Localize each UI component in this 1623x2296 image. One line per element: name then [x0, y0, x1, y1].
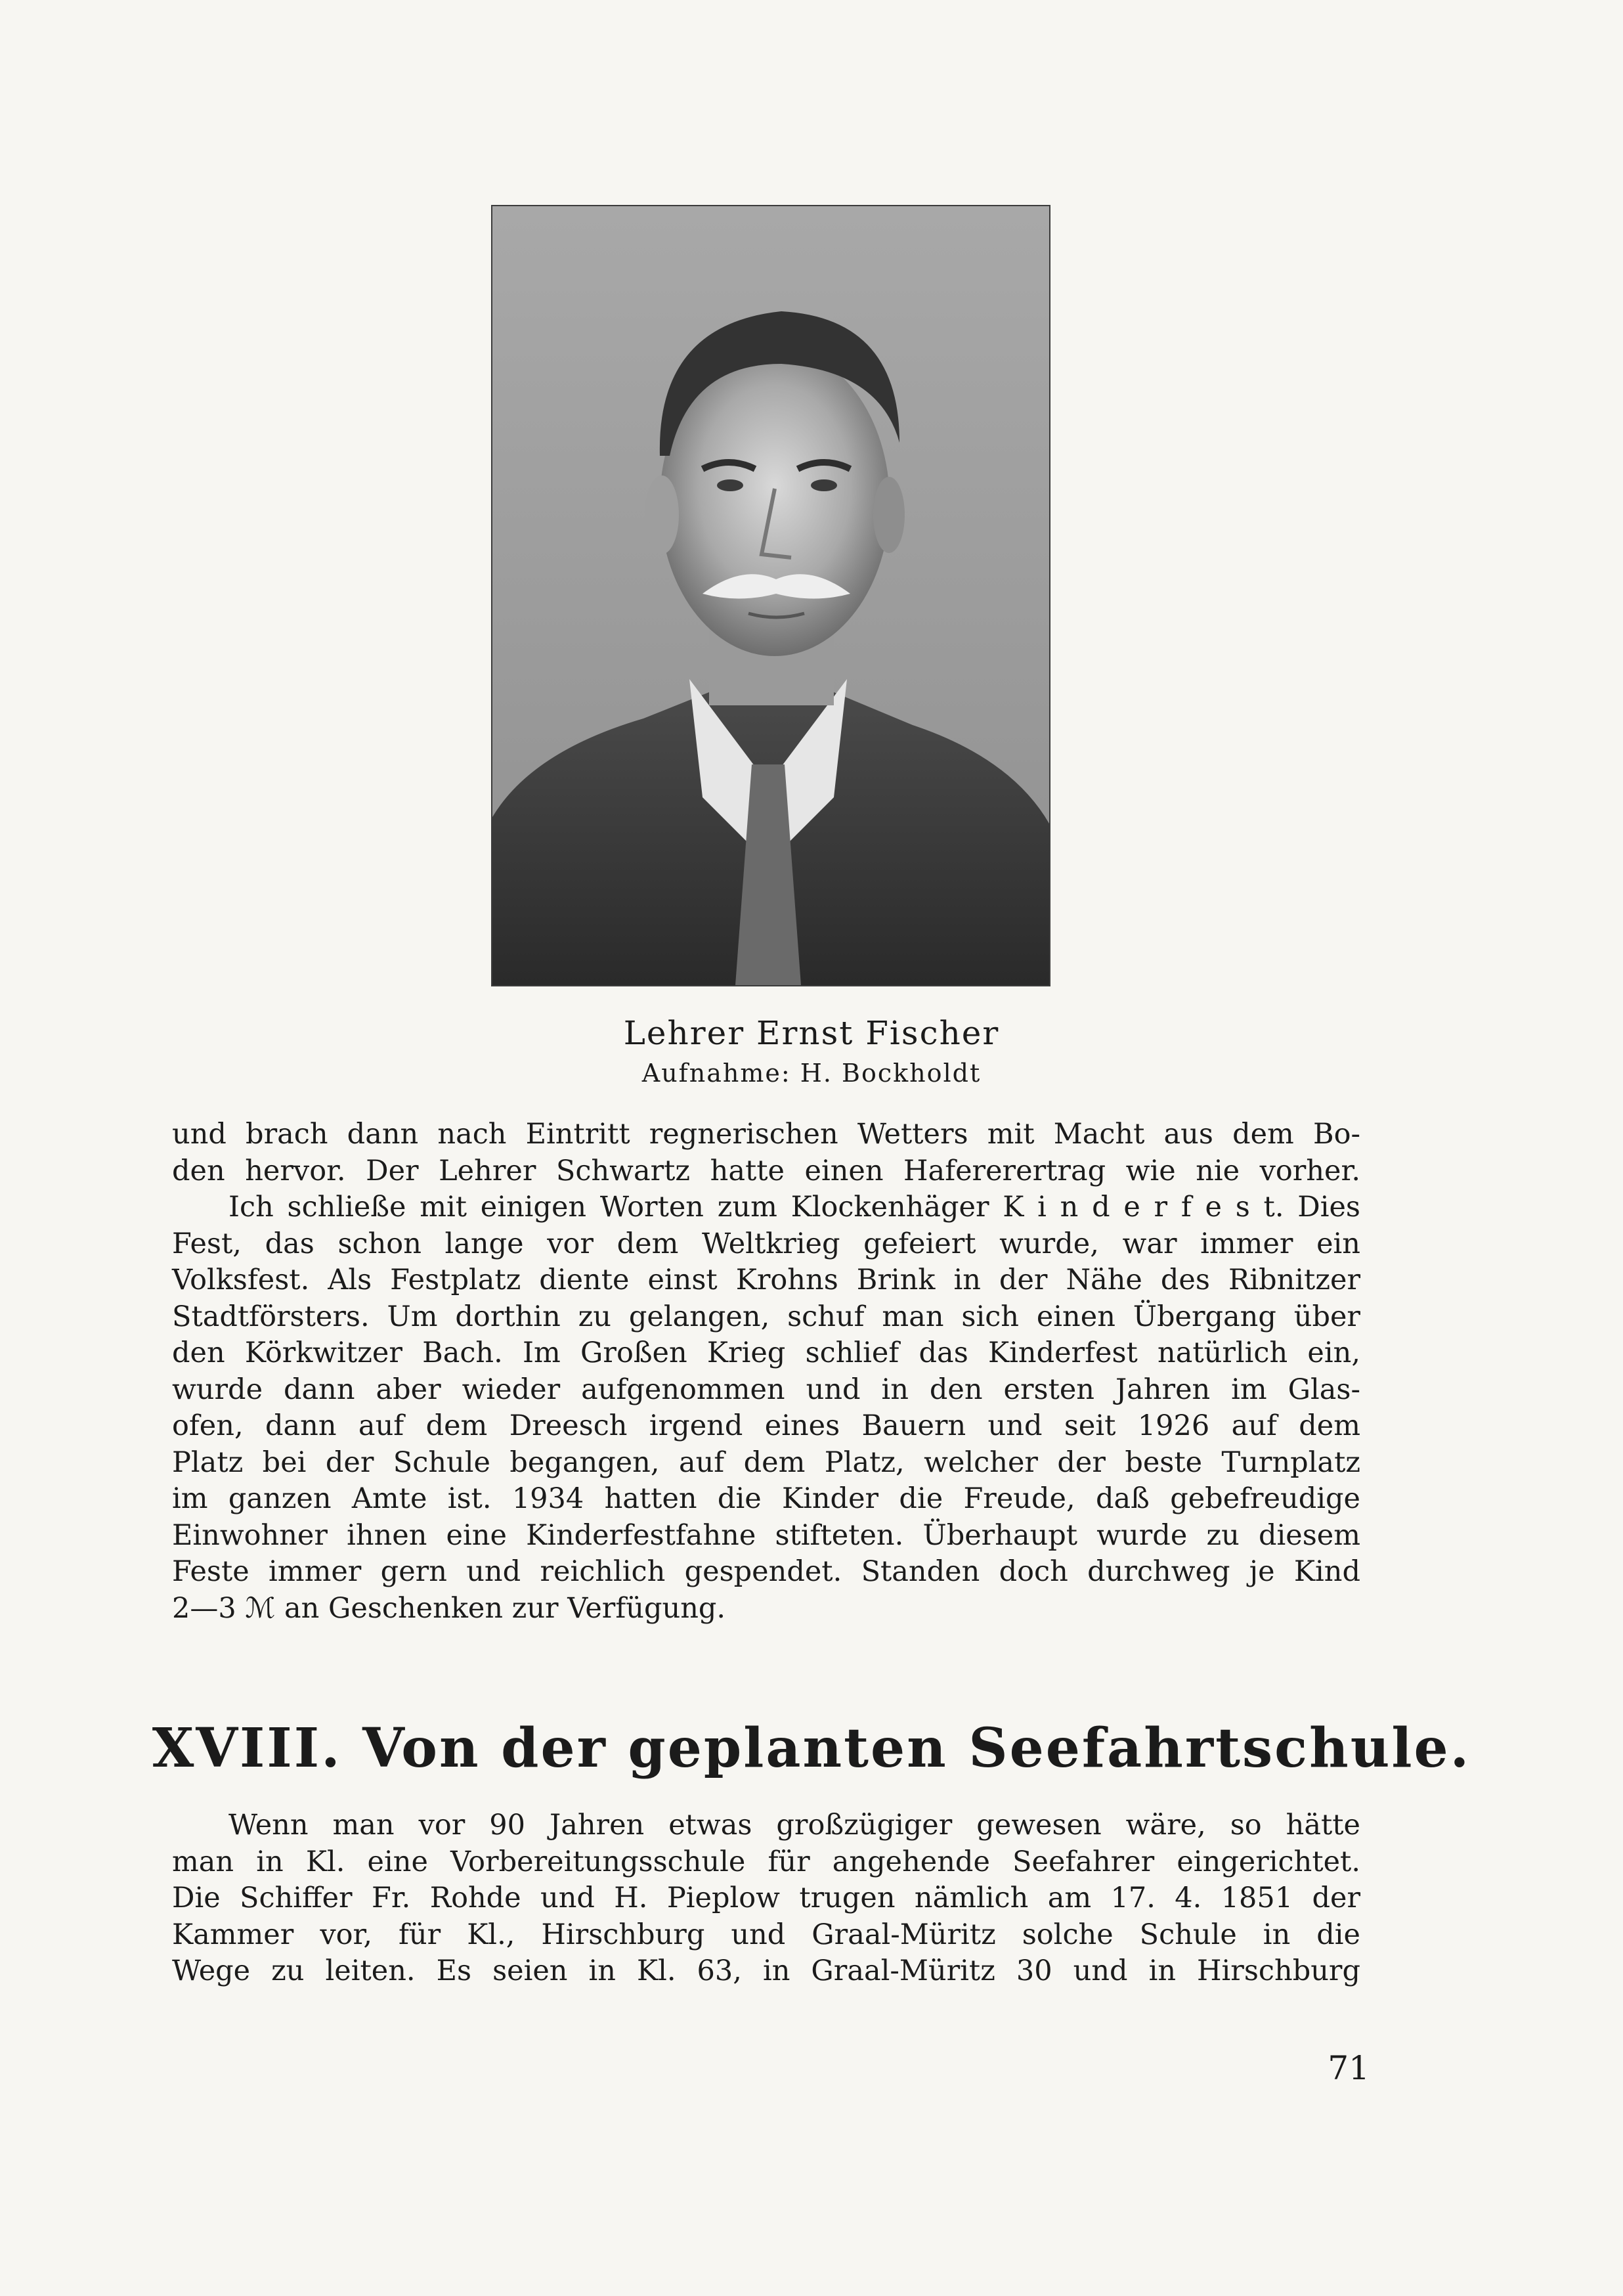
text-line: man in Kl. eine Vorbereitungsschule für angehende Seefahrer eingerichtet. — [172, 1845, 1360, 1878]
paragraph-kinderfest — [172, 1116, 1360, 1627]
text-line: Feste immer gern und reichlich gespendet. Standen doch durchweg je Kind — [172, 1555, 1360, 1588]
text-line: Ich schließe mit einigen Worten zum Klockenhäger K i n d e r f e s t. Dies — [228, 1191, 1360, 1224]
text-line: wurde dann aber wieder aufgenommen und in den ersten Jahren im Glas- — [172, 1373, 1360, 1406]
text-line: Volksfest. Als Festplatz diente einst Krohns Brink in der Nähe des Ribnitzer — [172, 1264, 1360, 1296]
text-line: den hervor. Der Lehrer Schwartz hatte einen Hafererertrag wie nie vorher. — [172, 1154, 1360, 1187]
text-line: Die Schiffer Fr. Rohde und H. Pieplow trugen nämlich am 17. 4. 1851 der — [172, 1882, 1360, 1914]
text-line: Wege zu leiten. Es seien in Kl. 63, in Graal-Müritz 30 und in Hirschburg — [172, 1954, 1360, 1987]
chapter-heading: XVIII. Von der geplanten Seefahrtschule. — [152, 1717, 1471, 1780]
paragraph-seefahrtschule — [172, 1807, 1360, 1990]
text-line: Fest, das schon lange vor dem Weltkrieg gefeiert wurde, war immer ein — [172, 1227, 1360, 1260]
text-line: den Körkwitzer Bach. Im Großen Krieg schlief das Kinderfest natürlich ein, — [172, 1336, 1360, 1369]
text-line: Platz bei der Schule begangen, auf dem Platz, welcher der beste Turnplatz — [172, 1446, 1360, 1479]
text-line: ofen, dann auf dem Dreesch irgend eines Bauern und seit 1926 auf dem — [172, 1409, 1360, 1442]
text-line: Wenn man vor 90 Jahren etwas großzügiger gewesen wäre, so hätte — [228, 1809, 1360, 1842]
text-line: und brach dann nach Eintritt regnerischen Wetters mit Macht aus dem Bo- — [172, 1118, 1360, 1151]
page-number: 71 — [1328, 2049, 1370, 2087]
photo-caption-title: Lehrer Ernst Fischer — [623, 1014, 1000, 1052]
text-line: im ganzen Amte ist. 1934 hatten die Kinder die Freude, daß gebefreudige — [172, 1482, 1360, 1515]
text-line: Stadtförsters. Um dorthin zu gelangen, schuf man sich einen Übergang über — [172, 1300, 1360, 1333]
portrait-illustration — [492, 206, 1049, 985]
text-line: 2—3 ℳ an Geschenken zur Verfügung. — [172, 1591, 726, 1625]
photo-credit: Aufnahme: H. Bockholdt — [641, 1059, 982, 1088]
text-line: Einwohner ihnen eine Kinderfestfahne stifteten. Überhaupt wurde zu diesem — [172, 1518, 1360, 1552]
text-line: Kammer vor, für Kl., Hirschburg und Graal-Müritz solche Schule in die — [172, 1918, 1360, 1951]
portrait-photo — [491, 205, 1050, 986]
